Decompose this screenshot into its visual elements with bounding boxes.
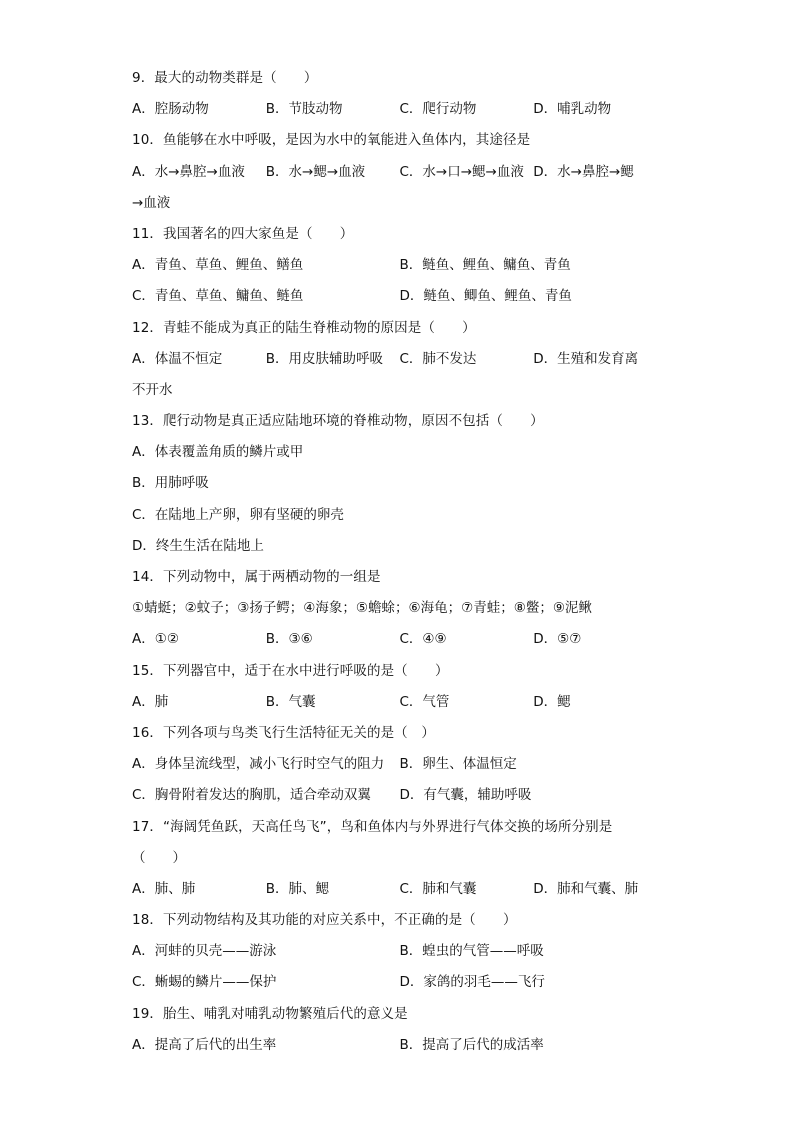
option-a: A．水→鼻腔→血液 [132,163,245,180]
option-d: D．生殖和发育离 [533,350,639,367]
question-10-options [132,157,667,188]
option-b: B．肺、鳃 [265,880,330,897]
option-b: B．用皮肤辅助呼吸 [265,350,384,367]
option-d: D．有气囊，辅助呼吸 [399,787,532,804]
question-12-stem: 12．青蛙不能成为真正的陆生脊椎动物的原因是（ ） [132,319,476,336]
option-a: A．肺 [132,693,169,710]
question-16-stem: 16．下列各项与鸟类飞行生活特征无关的是（ ） [132,724,435,741]
question-11-stem: 11．我国著名的四大家鱼是（ ） [132,225,354,242]
question-10-stem: 10．鱼能够在水中呼吸，是因为水中的氧能进入鱼体内，其途径是 [132,132,531,149]
question-19-options-row1 [132,1030,667,1061]
question-19-stem: 19．胎生、哺乳对哺乳动物繁殖后代的意义是 [132,1005,408,1022]
question-14-items: ①蜻蜓；②蚊子；③扬子鳄；④海象；⑤蟾蜍；⑥海龟；⑦青蛙；⑧鳖；⑨泥鳅 [132,600,592,617]
question-12-options [132,344,667,375]
option-b: B．用肺呼吸 [132,475,209,492]
option-c: C．爬行动物 [399,101,477,118]
question-16-options-row2 [132,780,667,811]
option-c: C．气管 [399,693,450,710]
option-b: B．③⑥ [265,631,313,648]
option-b: B．节肢动物 [265,101,343,118]
option-b: B．气囊 [265,693,316,710]
question-10-option-d-continuation: →血液 [132,194,171,211]
option-b: B．卵生、体温恒定 [399,756,517,773]
option-c: C．青鱼、草鱼、鳙鱼、鲢鱼 [132,288,304,305]
option-c: C．肺和气囊 [399,880,477,897]
option-b: B．提高了后代的成活率 [399,1036,544,1053]
option-c: C．在陆地上产卵，卵有坚硬的卵壳 [132,506,344,523]
question-13-stem: 13．爬行动物是真正适应陆地环境的脊椎动物，原因不包括（ ） [132,413,544,430]
option-a: A．腔肠动物 [132,101,209,118]
question-11-options-row2 [132,281,667,312]
option-c: C．水→口→鳃→血液 [399,163,524,180]
option-a: A．提高了后代的出生率 [132,1036,277,1053]
option-a: A．①② [132,631,179,648]
question-18-options-row1 [132,936,667,967]
option-c: C．蜥蜴的鳞片——保护 [132,974,277,991]
question-12-option-d-continuation: 不开水 [132,381,173,398]
question-17-stem: 17．“海阔凭鱼跃，天高任鸟飞”，鸟和鱼体内与外界进行气体交换的场所分别是 [132,818,613,835]
question-9-stem: 9．最大的动物类群是（ ） [132,70,318,86]
option-a: A．体温不恒定 [132,350,223,367]
option-d: D．终生生活在陆地上 [132,537,264,554]
option-c: C．④⑨ [399,631,447,648]
question-14-options [132,624,667,655]
option-d: D．哺乳动物 [533,101,612,118]
option-a: A．身体呈流线型，减小飞行时空气的阻力 [132,756,385,773]
option-d: D．鲢鱼、鲫鱼、鲤鱼、青鱼 [399,288,572,305]
option-d: D．⑤⑦ [533,631,582,648]
option-d: D．鳃 [533,693,571,710]
option-b: B．蝗虫的气管——呼吸 [399,943,544,960]
question-11-options-row1 [132,250,667,281]
option-d: D．肺和气囊、肺 [533,880,639,897]
question-17-options [132,874,667,905]
question-18-stem: 18．下列动物结构及其功能的对应关系中，不正确的是（ ） [132,912,517,929]
question-18-options-row2 [132,967,667,998]
option-b: B．水→鳃→血液 [265,163,366,180]
question-14-stem: 14．下列动物中，属于两栖动物的一组是 [132,569,381,585]
question-17-stem-continuation: （ ） [132,849,186,866]
option-a: A．肺、肺 [132,880,196,897]
question-16-options-row1 [132,749,667,780]
option-c: C．肺不发达 [399,350,477,367]
option-d: D．家鸽的羽毛——飞行 [399,974,545,991]
question-15-stem: 15．下列器官中，适于在水中进行呼吸的是（ ） [132,662,449,679]
option-a: A．河蚌的贝壳——游泳 [132,943,277,960]
question-15-options [132,687,667,718]
option-c: C．胸骨附着发达的胸肌，适合牵动双翼 [132,787,371,804]
question-list [132,63,667,1061]
option-a: A．青鱼、草鱼、鲤鱼、鳝鱼 [132,257,304,274]
question-9-options [132,94,667,125]
option-d: D．水→鼻腔→鳃 [533,163,634,180]
option-a: A．体表覆盖角质的鳞片或甲 [132,444,304,461]
option-b: B．鲢鱼、鲤鱼、鳙鱼、青鱼 [399,257,571,274]
